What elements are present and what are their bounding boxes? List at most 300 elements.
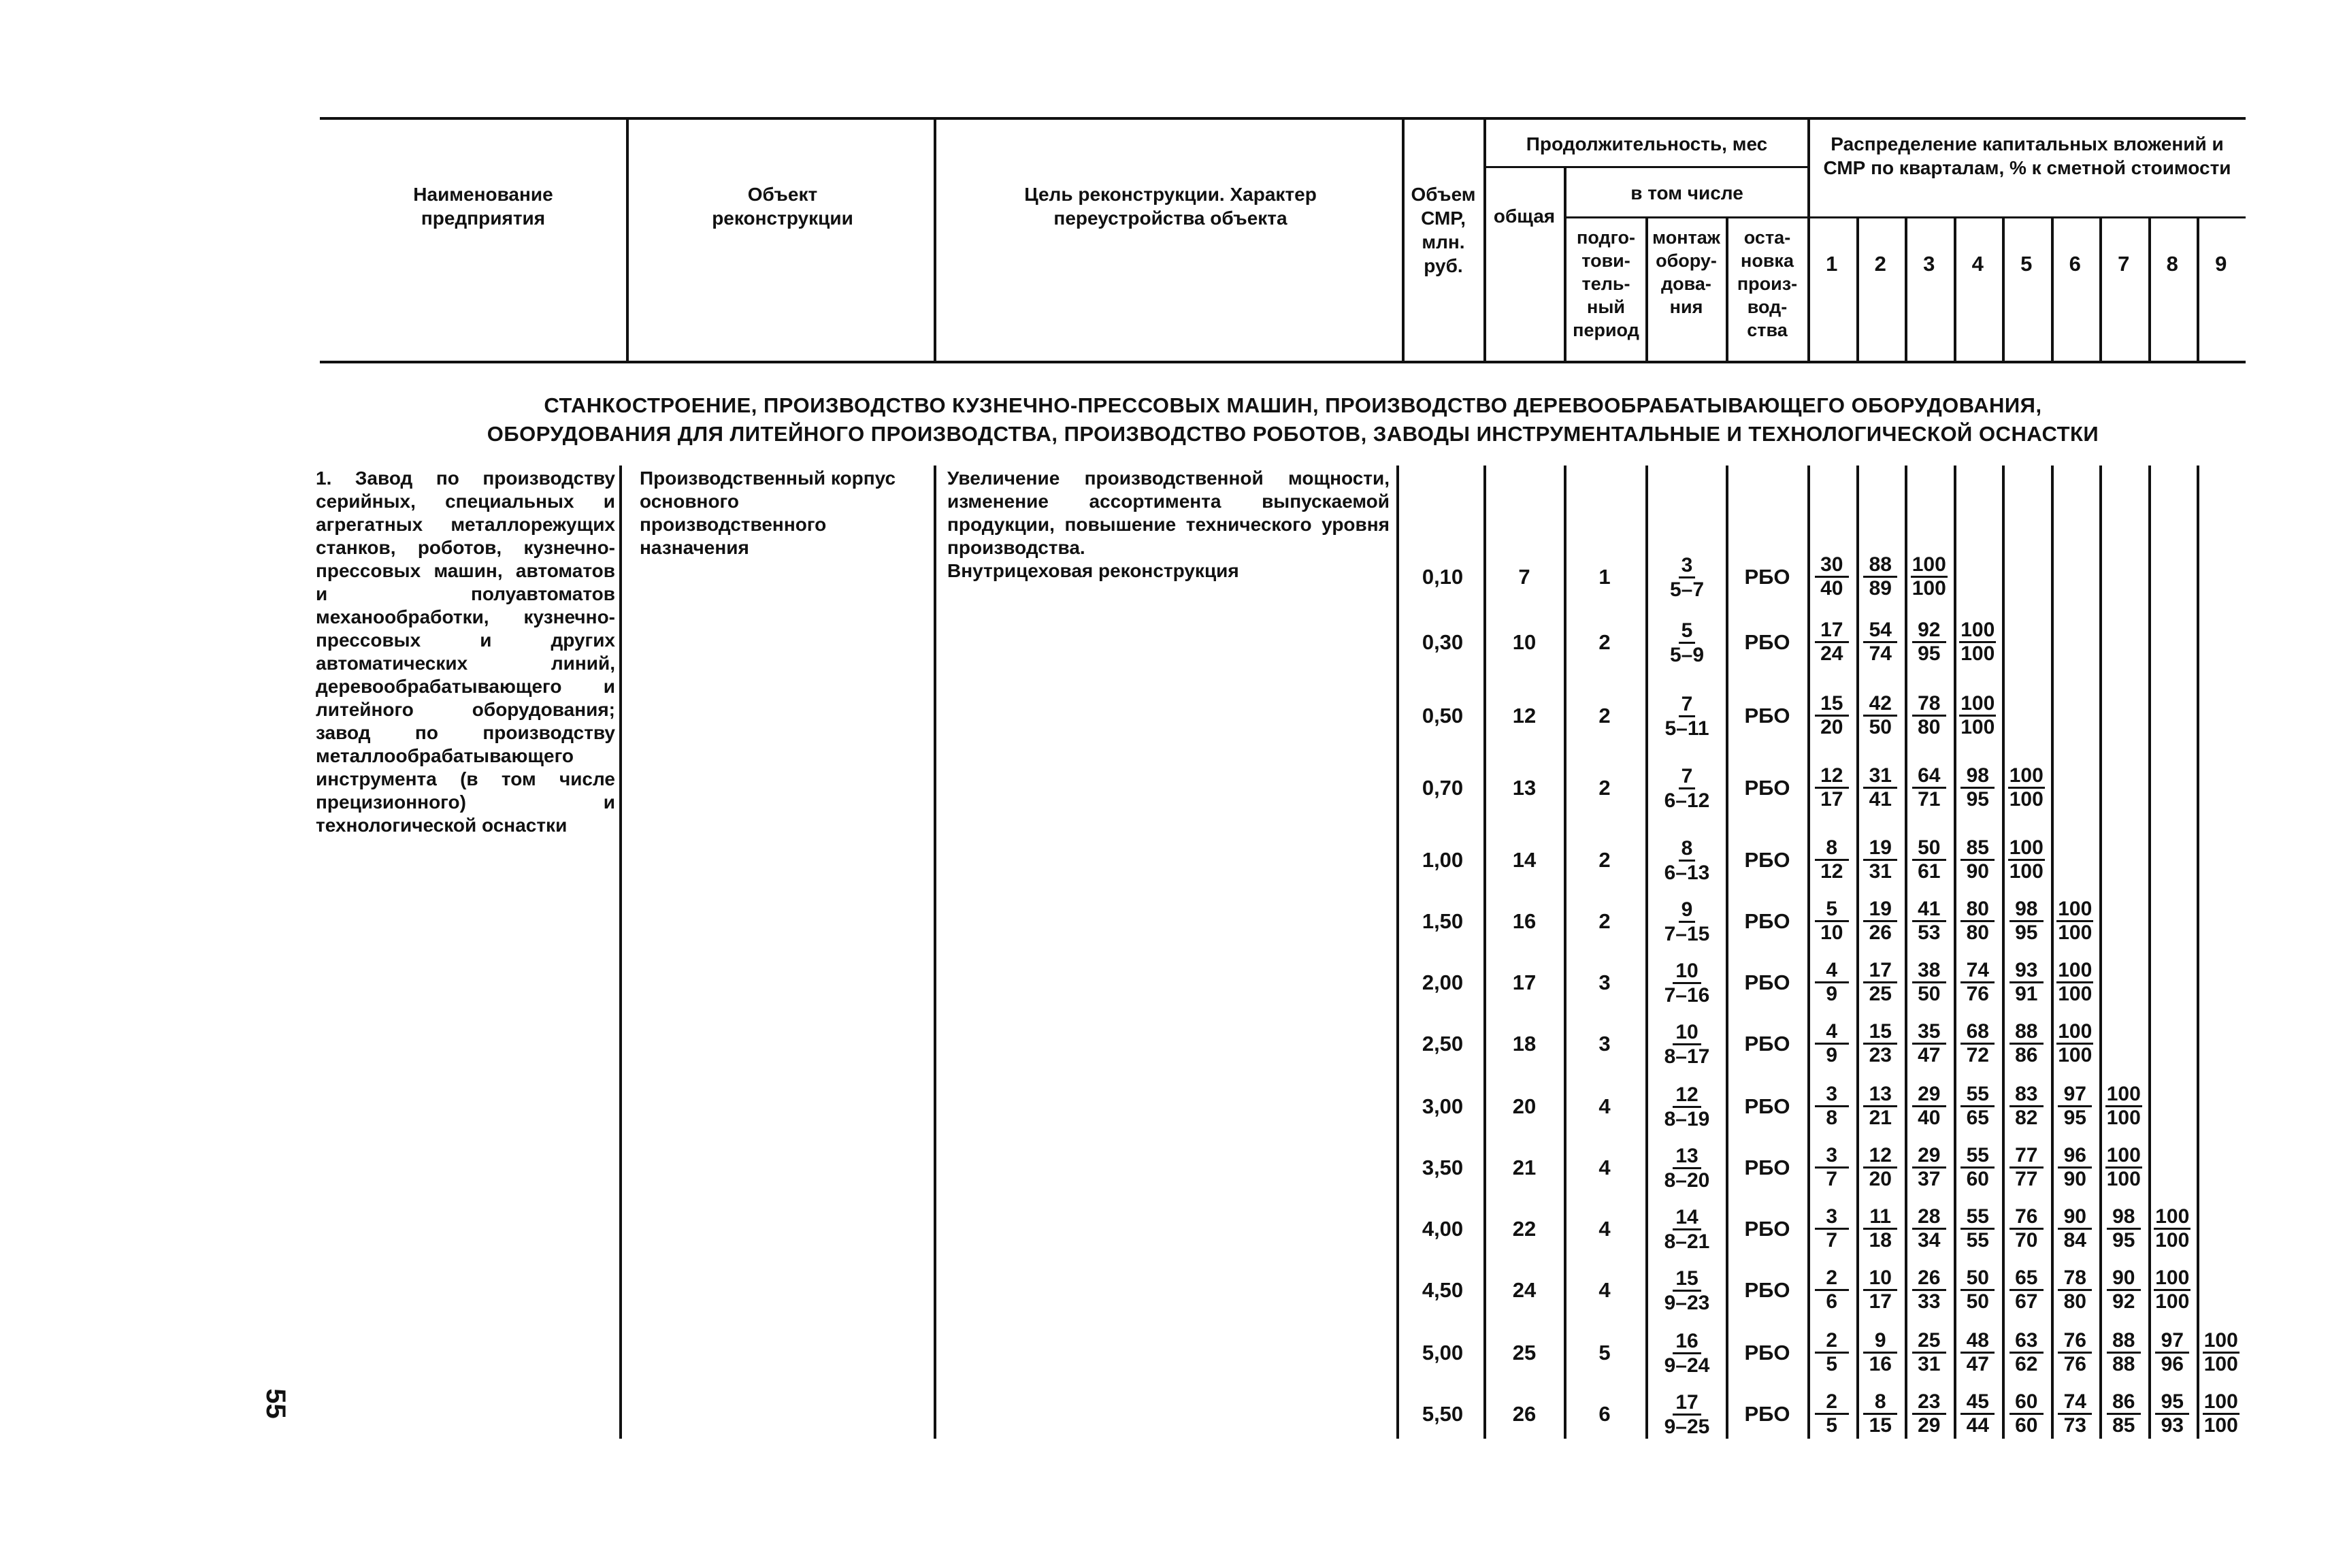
capital-investment-share: 4 [1815,1021,1849,1045]
header-vline [626,117,629,362]
quarter-fraction [2005,1206,2048,1252]
quarter-fraction [1907,1145,1951,1190]
total-duration-cell: 12 [1512,704,1537,728]
distribution-group-header: Распределение капитальных вложений и СМР по кварталам, % к сметной стоимости [1823,133,2231,178]
smr-share: 47 [1918,1044,1941,1066]
quarter-fraction [1907,1330,1951,1375]
capital-investment-share: 100 [2203,1391,2239,1415]
volume-cell: 0,70 [1422,776,1464,800]
capital-investment-share: 78 [2058,1267,2092,1291]
smr-share: 47 [1966,1353,1989,1375]
smr-share: 7 [1826,1229,1838,1252]
prep-period-cell: 2 [1598,909,1611,933]
smr-share: 80 [2063,1290,2086,1313]
prep-period-cell: 4 [1598,1278,1611,1302]
capital-investment-share: 64 [1912,765,1946,789]
smr-share: 86 [2015,1044,2038,1066]
capital-investment-share: 12 [1863,1145,1897,1169]
prep-period-cell: 4 [1598,1156,1611,1179]
quarter-fraction [1859,898,1903,944]
smr-share: 77 [2015,1168,2038,1190]
smr-share: 17 [1820,788,1843,811]
smr-share: 44 [1966,1414,1989,1437]
smr-share: 88 [2112,1353,2135,1375]
install-months: 14 [1673,1206,1701,1230]
quarter-fraction [2199,1330,2243,1375]
capital-investment-share: 23 [1912,1391,1946,1415]
prep-period-cell: 2 [1598,630,1611,654]
install-range: 5–11 [1664,717,1709,740]
quarter-fraction [1810,837,1854,883]
total-duration-cell: 17 [1512,970,1537,994]
section-title-line1: СТАНКОСТРОЕНИЕ, ПРОИЗВОДСТВО КУЗНЕЧНО-ПРЕССОВЫХ МАШИН, ПРОИЗВОДСТВО ДЕРЕВООБРАБАТЫВАЮЩЕГО ОБОРУДОВАНИЯ, [544,393,2042,417]
capital-investment-share: 2 [1815,1267,1849,1291]
install-months: 3 [1679,554,1696,578]
install-months: 8 [1679,837,1696,862]
volume-cell: 1,00 [1422,848,1464,872]
capital-investment-share: 26 [1912,1267,1946,1291]
capital-investment-share: 78 [1912,693,1946,717]
capital-investment-share: 77 [2009,1145,2044,1169]
smr-share: 31 [1869,860,1892,883]
capital-investment-share: 74 [2058,1391,2092,1415]
smr-share: 76 [1966,983,1989,1005]
prep-period-cell: 5 [1598,1341,1611,1365]
install-range: 9–25 [1664,1416,1710,1438]
capital-investment-share: 83 [2009,1083,2044,1107]
enterprise-name: 1. Завод по производству серийных, специальных и агрегатных металлорежущих станков, роботов, кузнечно-прессовых машин, автоматов и полуавтоматов механообработки, кузнечно-прессовых и других автоматических линий, деревообрабатывающего и литейного оборудования; завод по производству металлообрабатывающего инструмента (в том числе прецизионного) и технологической оснастки [316,468,615,836]
install-range: 9–23 [1664,1292,1710,1314]
quarter-header-vline [2002,216,2005,362]
header-top-rule [320,117,2246,120]
quarter-fraction [1859,960,1903,1005]
install-months: 16 [1673,1330,1701,1354]
smr-share: 23 [1869,1044,1892,1066]
capital-investment-share: 3 [1815,1145,1849,1169]
quarter-fraction [1810,1145,1854,1190]
capital-investment-share: 98 [2009,898,2044,922]
production-stop-cell: РБО [1744,1341,1790,1365]
quarter-fraction [1956,960,2000,1005]
quarter-fraction [1810,619,1854,665]
capital-investment-share: 97 [2155,1330,2189,1354]
smr-share: 72 [1966,1044,1989,1066]
smr-share: 40 [1918,1107,1941,1129]
capital-investment-share: 31 [1863,765,1897,789]
volume-cell: 3,50 [1422,1156,1464,1179]
capital-investment-share: 5 [1815,898,1849,922]
install-months: 15 [1673,1267,1701,1292]
capital-investment-share: 100 [1911,554,1948,578]
goal-line1: Увеличение производственной мощности, изменение ассортимента выпускаемой продукции, повышение технического уровня производства. [947,468,1390,558]
smr-share: 62 [2015,1353,2038,1375]
body-vline [1396,466,1399,1439]
smr-share: 16 [1869,1353,1892,1375]
col-name-header: Наименование предприятия [413,184,553,229]
quarter-fraction [1956,693,2000,738]
quarter-header-5: 5 [2020,252,2033,276]
smr-share: 12 [1820,860,1843,883]
quarter-fraction [1810,1391,1854,1437]
prep-period-cell: 2 [1598,704,1611,728]
smr-share: 73 [2063,1414,2086,1437]
quarter-header-vline [1954,216,1956,362]
capital-investment-share: 100 [2105,1083,2142,1107]
install-range: 6–13 [1664,862,1710,884]
smr-share: 53 [1918,921,1941,944]
smr-share: 55 [1966,1229,1989,1252]
quarter-fraction [1907,1267,1951,1313]
quarter-header-4: 4 [1971,252,1984,276]
capital-investment-share: 29 [1912,1083,1946,1107]
install-fraction [1650,837,1724,884]
smr-share: 90 [2063,1168,2086,1190]
smr-share: 17 [1869,1290,1892,1313]
install-fraction [1650,898,1724,945]
smr-share: 65 [1966,1107,1989,1129]
body-vline [1645,466,1648,1439]
install-fraction [1650,1206,1724,1253]
install-months: 12 [1673,1083,1701,1108]
total-duration-cell: 10 [1512,630,1537,654]
incl-sub-rule [1564,216,1809,218]
quarter-fraction [2054,1330,2097,1375]
capital-investment-share: 100 [1959,619,1996,643]
install-fraction [1650,1145,1724,1192]
install-fraction [1650,1021,1724,1068]
smr-share: 8 [1826,1107,1838,1129]
capital-investment-share: 19 [1863,898,1897,922]
quarter-fraction [1956,765,2000,811]
quarter-fraction [2151,1267,2195,1313]
smr-share: 90 [1966,860,1989,883]
total-duration-cell: 21 [1512,1156,1537,1179]
capital-investment-share: 63 [2009,1330,2044,1354]
smr-share: 100 [2106,1168,2141,1190]
prep-period-cell: 4 [1598,1217,1611,1241]
col-object-header: Объект реконструкции [712,184,853,229]
capital-investment-share: 17 [1815,619,1849,643]
quarter-fraction [1859,1330,1903,1375]
smr-share: 100 [2058,1044,2093,1066]
quarter-fraction [1907,1206,1951,1252]
quarter-fraction [1859,1206,1903,1252]
install-fraction [1650,693,1724,740]
smr-share: 37 [1918,1168,1941,1190]
capital-investment-share: 100 [2154,1206,2190,1230]
capital-investment-share: 93 [2009,960,2044,983]
install-months: 7 [1679,693,1696,717]
quarter-fraction [1859,619,1903,665]
quarter-fraction [1859,693,1903,738]
volume-cell: 2,00 [1422,970,1464,994]
quarter-fraction [1907,765,1951,811]
total-duration-cell: 26 [1512,1402,1537,1426]
smr-share: 100 [2203,1414,2238,1437]
capital-investment-share: 11 [1863,1206,1897,1230]
capital-investment-share: 100 [2008,765,2045,789]
install-range: 8–20 [1664,1169,1710,1192]
capital-investment-share: 80 [1960,898,1995,922]
capital-investment-share: 15 [1863,1021,1897,1045]
quarter-fraction [2054,1391,2097,1437]
smr-share: 95 [1918,642,1941,665]
capital-investment-share: 95 [2155,1391,2189,1415]
smr-share: 5 [1826,1414,1838,1437]
capital-investment-share: 8 [1815,837,1849,861]
production-stop-cell: РБО [1744,1402,1790,1426]
install-fraction [1650,1267,1724,1314]
quarter-fraction [2102,1083,2146,1129]
smr-share: 100 [2009,788,2044,811]
smr-share: 61 [1918,860,1941,883]
body-vline [934,466,936,1439]
quarter-fraction [1810,554,1854,600]
quarter-fraction [2005,898,2048,944]
header-vline [1483,117,1486,362]
volume-cell: 3,00 [1422,1094,1464,1118]
capital-investment-share: 98 [2107,1206,2141,1230]
quarter-fraction [1956,837,2000,883]
header-bottom-rule [320,361,2246,363]
quarter-fraction [1907,1021,1951,1066]
capital-investment-share: 38 [1912,960,1946,983]
install-range: 9–24 [1664,1354,1710,1377]
quarter-fraction [2005,1267,2048,1313]
capital-investment-share: 85 [1960,837,1995,861]
quarter-fraction [1859,1083,1903,1129]
quarter-fraction [2054,1206,2097,1252]
total-duration-cell: 7 [1518,565,1530,589]
capital-investment-share: 3 [1815,1083,1849,1107]
smr-share: 40 [1820,577,1843,600]
capital-investment-share: 35 [1912,1021,1946,1045]
capital-investment-share: 100 [2154,1267,2190,1291]
quarter-header-7: 7 [2118,252,2130,276]
quarter-header-vline [2148,216,2151,362]
reconstruction-goal [947,467,1390,583]
volume-cell: 5,00 [1422,1341,1464,1365]
header-vline [1807,117,1810,362]
install-months: 5 [1679,619,1696,644]
quarter-fraction [1907,898,1951,944]
smr-share: 95 [2015,921,2038,944]
section-title-line2: ОБОРУДОВАНИЯ ДЛЯ ЛИТЕЙНОГО ПРОИЗВОДСТВА, ПРОИЗВОДСТВО РОБОТОВ, ЗАВОДЫ ИНСТРУМЕНТАЛЬНЫЕ И ТЕХНОЛОГИЧЕСКОЙ ОСНАСТКИ [487,422,2099,446]
smr-share: 18 [1869,1229,1892,1252]
production-stop-cell: РБО [1744,1032,1790,1056]
quarter-body-vline [2197,466,2199,1439]
quarter-fraction [1810,1206,1854,1252]
production-stop-cell: РБО [1744,970,1790,994]
quarter-fraction [1859,554,1903,600]
production-stop-cell: РБО [1744,1217,1790,1241]
quarter-fraction [1956,619,2000,665]
capital-investment-share: 9 [1863,1330,1897,1354]
quarter-header-1: 1 [1826,252,1838,276]
smr-share: 15 [1869,1414,1892,1437]
duration-install-header: монтаж обору-дова-ния [1652,227,1720,317]
quarter-fraction [1956,1145,2000,1190]
capital-investment-share: 60 [2009,1391,2044,1415]
smr-share: 67 [2015,1290,2038,1313]
quarter-fraction [1859,837,1903,883]
capital-investment-share: 25 [1912,1330,1946,1354]
smr-share: 31 [1918,1353,1941,1375]
quarter-fraction [2054,898,2097,944]
capital-investment-share: 41 [1912,898,1946,922]
quarter-header-vline [2197,216,2199,362]
quarter-fraction [1859,765,1903,811]
quarter-fraction [2102,1145,2146,1190]
quarter-fraction [1907,960,1951,1005]
body-vline [619,466,622,1439]
page-number: 55 [260,1388,291,1419]
quarter-fraction [2102,1206,2146,1252]
smr-share: 95 [2063,1107,2086,1129]
install-range: 6–12 [1664,789,1710,812]
smr-share: 93 [2161,1414,2184,1437]
capital-investment-share: 50 [1912,837,1946,861]
header-vline [934,117,936,362]
quarter-fraction [1956,898,2000,944]
capital-investment-share: 96 [2058,1145,2092,1169]
quarter-fraction [2151,1391,2195,1437]
quarter-fraction [1907,693,1951,738]
quarter-fraction [2199,1391,2243,1437]
total-duration-cell: 16 [1512,909,1537,933]
quarter-fraction [2005,1330,2048,1375]
capital-investment-share: 55 [1960,1145,1995,1169]
total-duration-cell: 22 [1512,1217,1537,1241]
quarter-fraction [1907,837,1951,883]
install-fraction [1650,554,1724,601]
prep-period-cell: 6 [1598,1402,1611,1426]
quarter-fraction [1859,1145,1903,1190]
production-stop-cell: РБО [1744,704,1790,728]
capital-investment-share: 50 [1960,1267,1995,1291]
smr-share: 20 [1869,1168,1892,1190]
quarter-fraction [2054,1021,2097,1066]
capital-investment-share: 92 [1912,619,1946,643]
quarter-header-3: 3 [1923,252,1935,276]
capital-investment-share: 100 [2056,898,2093,922]
quarter-fraction [2054,1145,2097,1190]
install-range: 8–17 [1664,1045,1710,1068]
production-stop-cell: РБО [1744,630,1790,654]
quarter-fraction [1810,1021,1854,1066]
smr-share: 24 [1820,642,1843,665]
capital-investment-share: 100 [2056,1021,2093,1045]
smr-share: 34 [1918,1229,1941,1252]
quarter-fraction [2054,1267,2097,1313]
quarter-fraction [1907,1391,1951,1437]
smr-share: 7 [1826,1168,1838,1190]
production-stop-cell: РБО [1744,1156,1790,1179]
capital-investment-share: 15 [1815,693,1849,717]
smr-share: 100 [2009,860,2044,883]
col-volume-header: Объем СМР, млн. руб. [1411,184,1476,276]
smr-share: 92 [2112,1290,2135,1313]
quarter-fraction [2102,1330,2146,1375]
volume-cell: 0,50 [1422,704,1464,728]
smr-share: 21 [1869,1107,1892,1129]
smr-share: 10 [1820,921,1843,944]
quarter-header-vline [2051,216,2054,362]
smr-share: 95 [1966,788,1989,811]
capital-investment-share: 3 [1815,1206,1849,1230]
total-duration-cell: 18 [1512,1032,1537,1056]
col-goal-header: Цель реконструкции. Характер переустройства объекта [1024,184,1317,229]
capital-investment-share: 28 [1912,1206,1946,1230]
production-stop-cell: РБО [1744,1094,1790,1118]
smr-share: 33 [1918,1290,1941,1313]
quarter-fraction [2005,960,2048,1005]
capital-investment-share: 4 [1815,960,1849,983]
quarter-fraction [1956,1083,2000,1129]
install-fraction [1650,1330,1724,1377]
smr-share: 100 [2155,1229,2190,1252]
capital-investment-share: 17 [1863,960,1897,983]
quarter-header-vline [1905,216,1907,362]
quarter-fraction [1907,619,1951,665]
volume-cell: 4,50 [1422,1278,1464,1302]
quarter-fraction [1956,1330,2000,1375]
capital-investment-share: 48 [1960,1330,1995,1354]
capital-investment-share: 88 [2009,1021,2044,1045]
total-duration-cell: 20 [1512,1094,1537,1118]
install-range: 7–16 [1664,984,1710,1007]
capital-investment-share: 76 [2009,1206,2044,1230]
smr-share: 71 [1918,788,1941,811]
capital-investment-share: 68 [1960,1021,1995,1045]
smr-share: 60 [1966,1168,1989,1190]
install-range: 5–9 [1669,644,1705,666]
capital-investment-share: 90 [2058,1206,2092,1230]
smr-share: 91 [2015,983,2038,1005]
capital-investment-share: 45 [1960,1391,1995,1415]
capital-investment-share: 30 [1815,554,1849,578]
smr-share: 100 [2203,1353,2238,1375]
prep-period-cell: 3 [1598,970,1611,994]
install-fraction [1650,960,1724,1007]
prep-period-cell: 3 [1598,1032,1611,1056]
quarter-header-8: 8 [2166,252,2178,276]
capital-investment-share: 100 [1959,693,1996,717]
capital-investment-share: 98 [1960,765,1995,789]
volume-cell: 5,50 [1422,1402,1464,1426]
quarter-fraction [2054,1083,2097,1129]
smr-share: 6 [1826,1290,1838,1313]
capital-investment-share: 97 [2058,1083,2092,1107]
install-months: 17 [1673,1391,1701,1416]
smr-share: 84 [2063,1229,2086,1252]
install-fraction [1650,619,1724,666]
volume-cell: 4,00 [1422,1217,1464,1241]
smr-share: 80 [1966,921,1989,944]
smr-share: 74 [1869,642,1892,665]
quarter-fraction [1810,1330,1854,1375]
quarter-fraction [1810,765,1854,811]
capital-investment-share: 13 [1863,1083,1897,1107]
install-range: 8–19 [1664,1108,1710,1130]
capital-investment-share: 100 [2203,1330,2239,1354]
quarter-fraction [1956,1021,2000,1066]
smr-share: 26 [1869,921,1892,944]
smr-share: 50 [1918,983,1941,1005]
smr-share: 9 [1826,983,1838,1005]
quarter-fraction [1907,1083,1951,1129]
quarter-fraction [1810,693,1854,738]
